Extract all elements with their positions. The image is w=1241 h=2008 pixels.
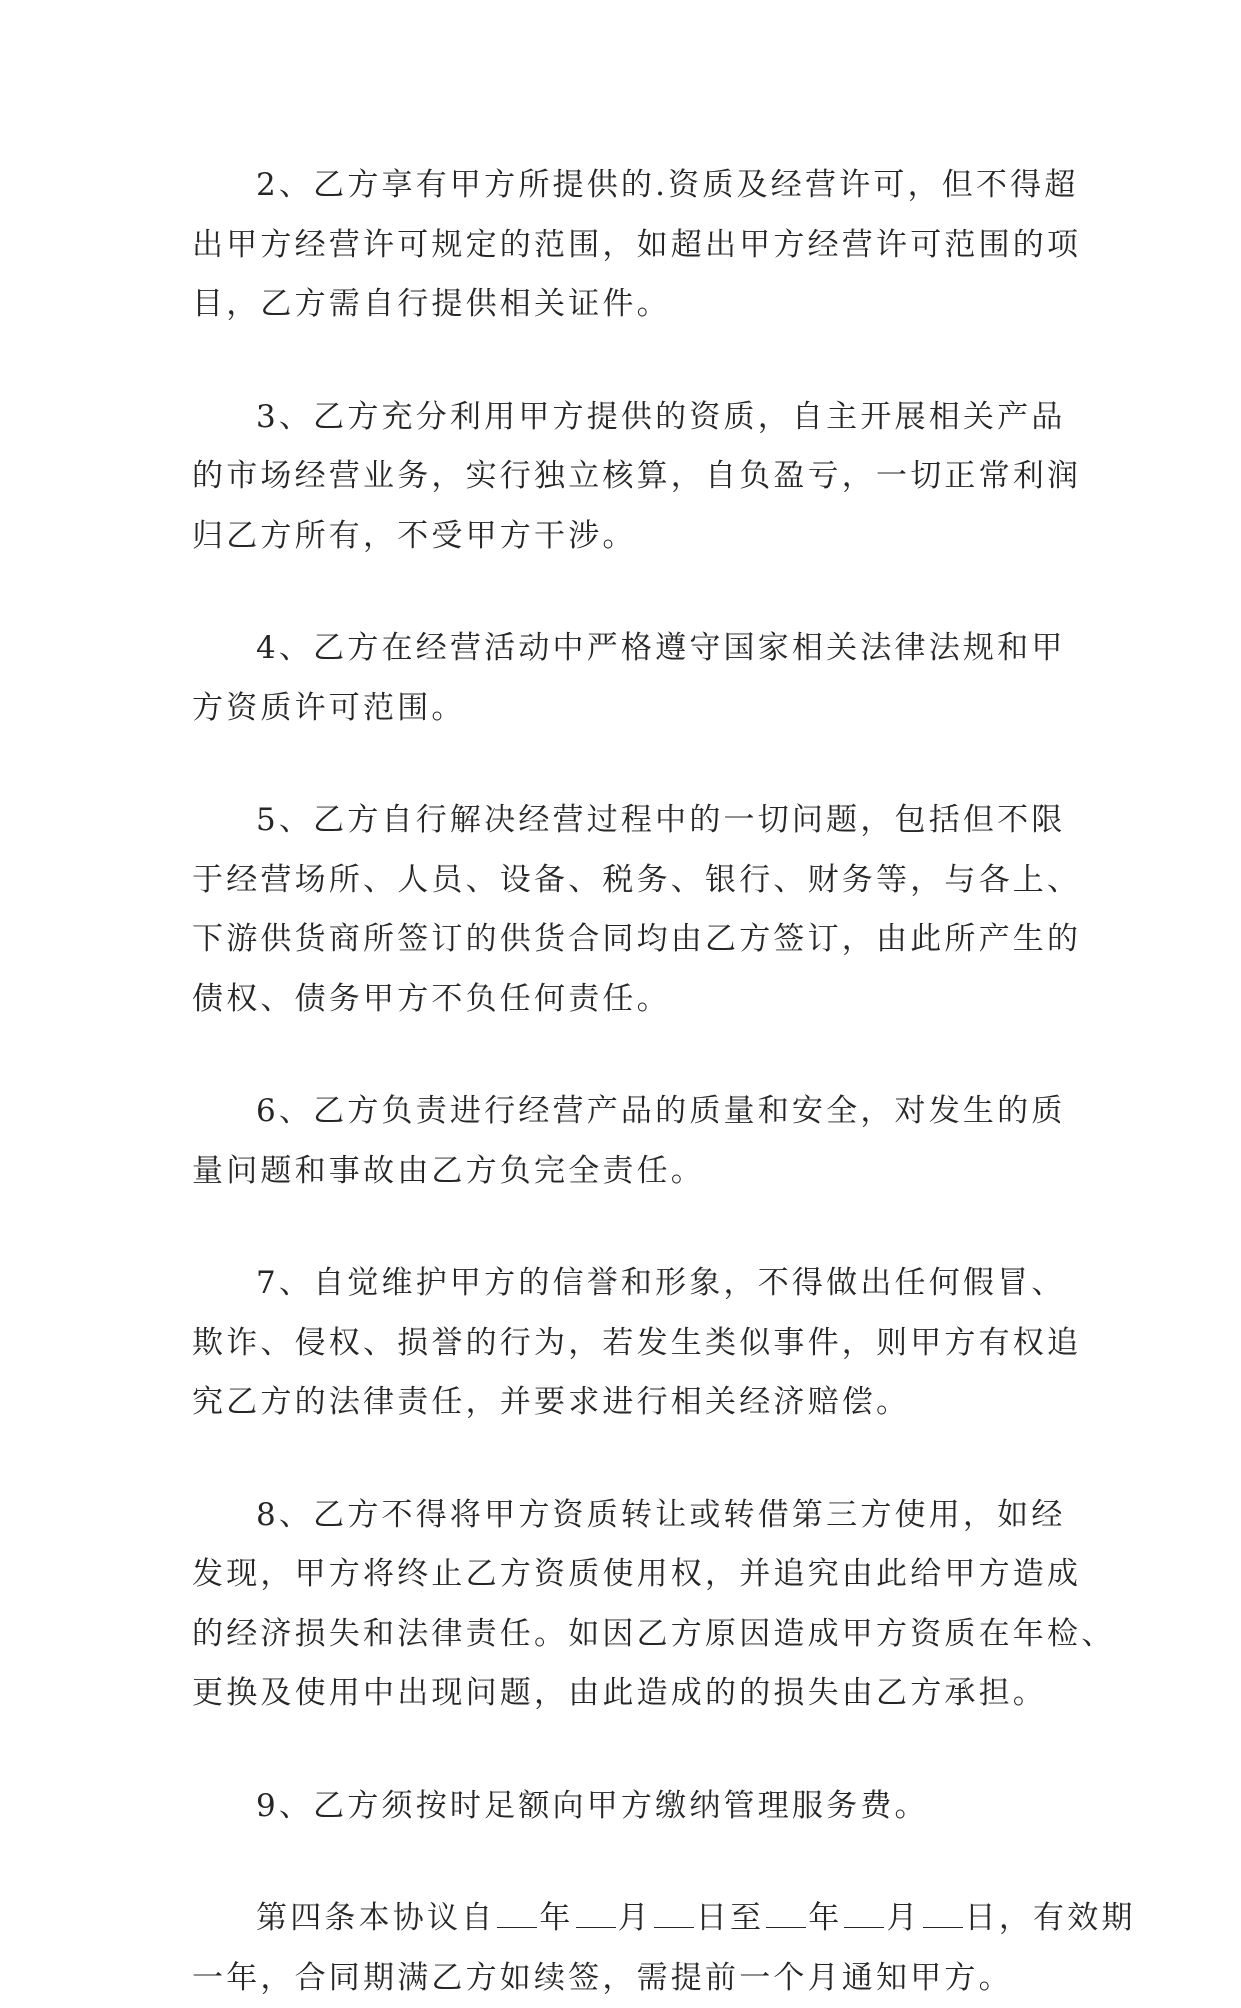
paragraph-clause-4 [192, 619, 1062, 738]
text-line-with-blanks [192, 1889, 1062, 1949]
text-line: 出甲方经营许可规定的范围，如超出甲方经营许可范围的项 [192, 216, 1062, 276]
text-line: 下游供货商所签订的供货合同均由乙方签订，由此所产生的 [192, 910, 1062, 970]
text-line: 更换及使用中出现问题，由此造成的的损失由乙方承担。 [192, 1664, 1062, 1724]
article4-text: 日至 [696, 1900, 764, 1936]
blank-field [654, 1903, 694, 1928]
article4-text: 年 [539, 1900, 573, 1936]
article4-text: 月 [618, 1900, 652, 1936]
text-line: 7、自觉维护甲方的信誉和形象，不得做出任何假冒、 [192, 1254, 1062, 1314]
blank-field [766, 1903, 806, 1928]
document-body [192, 156, 1062, 2008]
text-line: 2、乙方享有甲方所提供的.资质及经营许可，但不得超 [192, 156, 1062, 216]
text-line: 欺诈、侵权、损誉的行为，若发生类似事件，则甲方有权追 [192, 1314, 1062, 1374]
article4-text: 月 [886, 1900, 920, 1936]
text-line: 目，乙方需自行提供相关证件。 [192, 275, 1062, 335]
article4-text: 第四条本协议自 [256, 1900, 495, 1936]
paragraph-article-4 [192, 1889, 1062, 2008]
article4-text: 日，有效期 [965, 1900, 1136, 1936]
text-line: 的经济损失和法律责任。如因乙方原因造成甲方资质在年检、 [192, 1605, 1062, 1665]
blank-field [576, 1903, 616, 1928]
paragraph-spacing [192, 738, 1062, 791]
paragraph-clause-2 [192, 156, 1062, 335]
text-line: 发现，甲方将终止乙方资质使用权，并追究由此给甲方造成 [192, 1545, 1062, 1605]
text-line: 债权、债务甲方不负任何责任。 [192, 970, 1062, 1030]
text-line: 4、乙方在经营活动中严格遵守国家相关法律法规和甲 [192, 619, 1062, 679]
paragraph-spacing [192, 1029, 1062, 1082]
blank-field [497, 1903, 537, 1928]
text-line: 5、乙方自行解决经营过程中的一切问题，包括但不限 [192, 791, 1062, 851]
text-line: 究乙方的法律责任，并要求进行相关经济赔偿。 [192, 1373, 1062, 1433]
paragraph-spacing [192, 1433, 1062, 1486]
text-line: 的市场经营业务，实行独立核算，自负盈亏，一切正常利润 [192, 447, 1062, 507]
paragraph-spacing [192, 1201, 1062, 1254]
text-line: 归乙方所有，不受甲方干涉。 [192, 507, 1062, 567]
text-line: 方资质许可范围。 [192, 679, 1062, 739]
blank-field [844, 1903, 884, 1928]
blank-field [923, 1903, 963, 1928]
paragraph-clause-9 [192, 1777, 1062, 1837]
paragraph-clause-7 [192, 1254, 1062, 1433]
text-line: 9、乙方须按时足额向甲方缴纳管理服务费。 [192, 1777, 1062, 1837]
paragraph-clause-6 [192, 1082, 1062, 1201]
paragraph-clause-5 [192, 791, 1062, 1029]
paragraph-spacing [192, 566, 1062, 619]
paragraph-spacing [192, 1836, 1062, 1889]
text-line: 一年，合同期满乙方如续签，需提前一个月通知甲方。 [192, 1949, 1062, 2008]
article4-text: 年 [808, 1900, 842, 1936]
text-line: 于经营场所、人员、设备、税务、银行、财务等，与各上、 [192, 851, 1062, 911]
text-line: 量问题和事故由乙方负完全责任。 [192, 1142, 1062, 1202]
paragraph-clause-8 [192, 1486, 1062, 1724]
text-line: 6、乙方负责进行经营产品的质量和安全，对发生的质 [192, 1082, 1062, 1142]
paragraph-clause-3 [192, 388, 1062, 567]
paragraph-spacing [192, 1724, 1062, 1777]
text-line: 8、乙方不得将甲方资质转让或转借第三方使用，如经 [192, 1486, 1062, 1546]
text-line: 3、乙方充分利用甲方提供的资质，自主开展相关产品 [192, 388, 1062, 448]
paragraph-spacing [192, 335, 1062, 388]
